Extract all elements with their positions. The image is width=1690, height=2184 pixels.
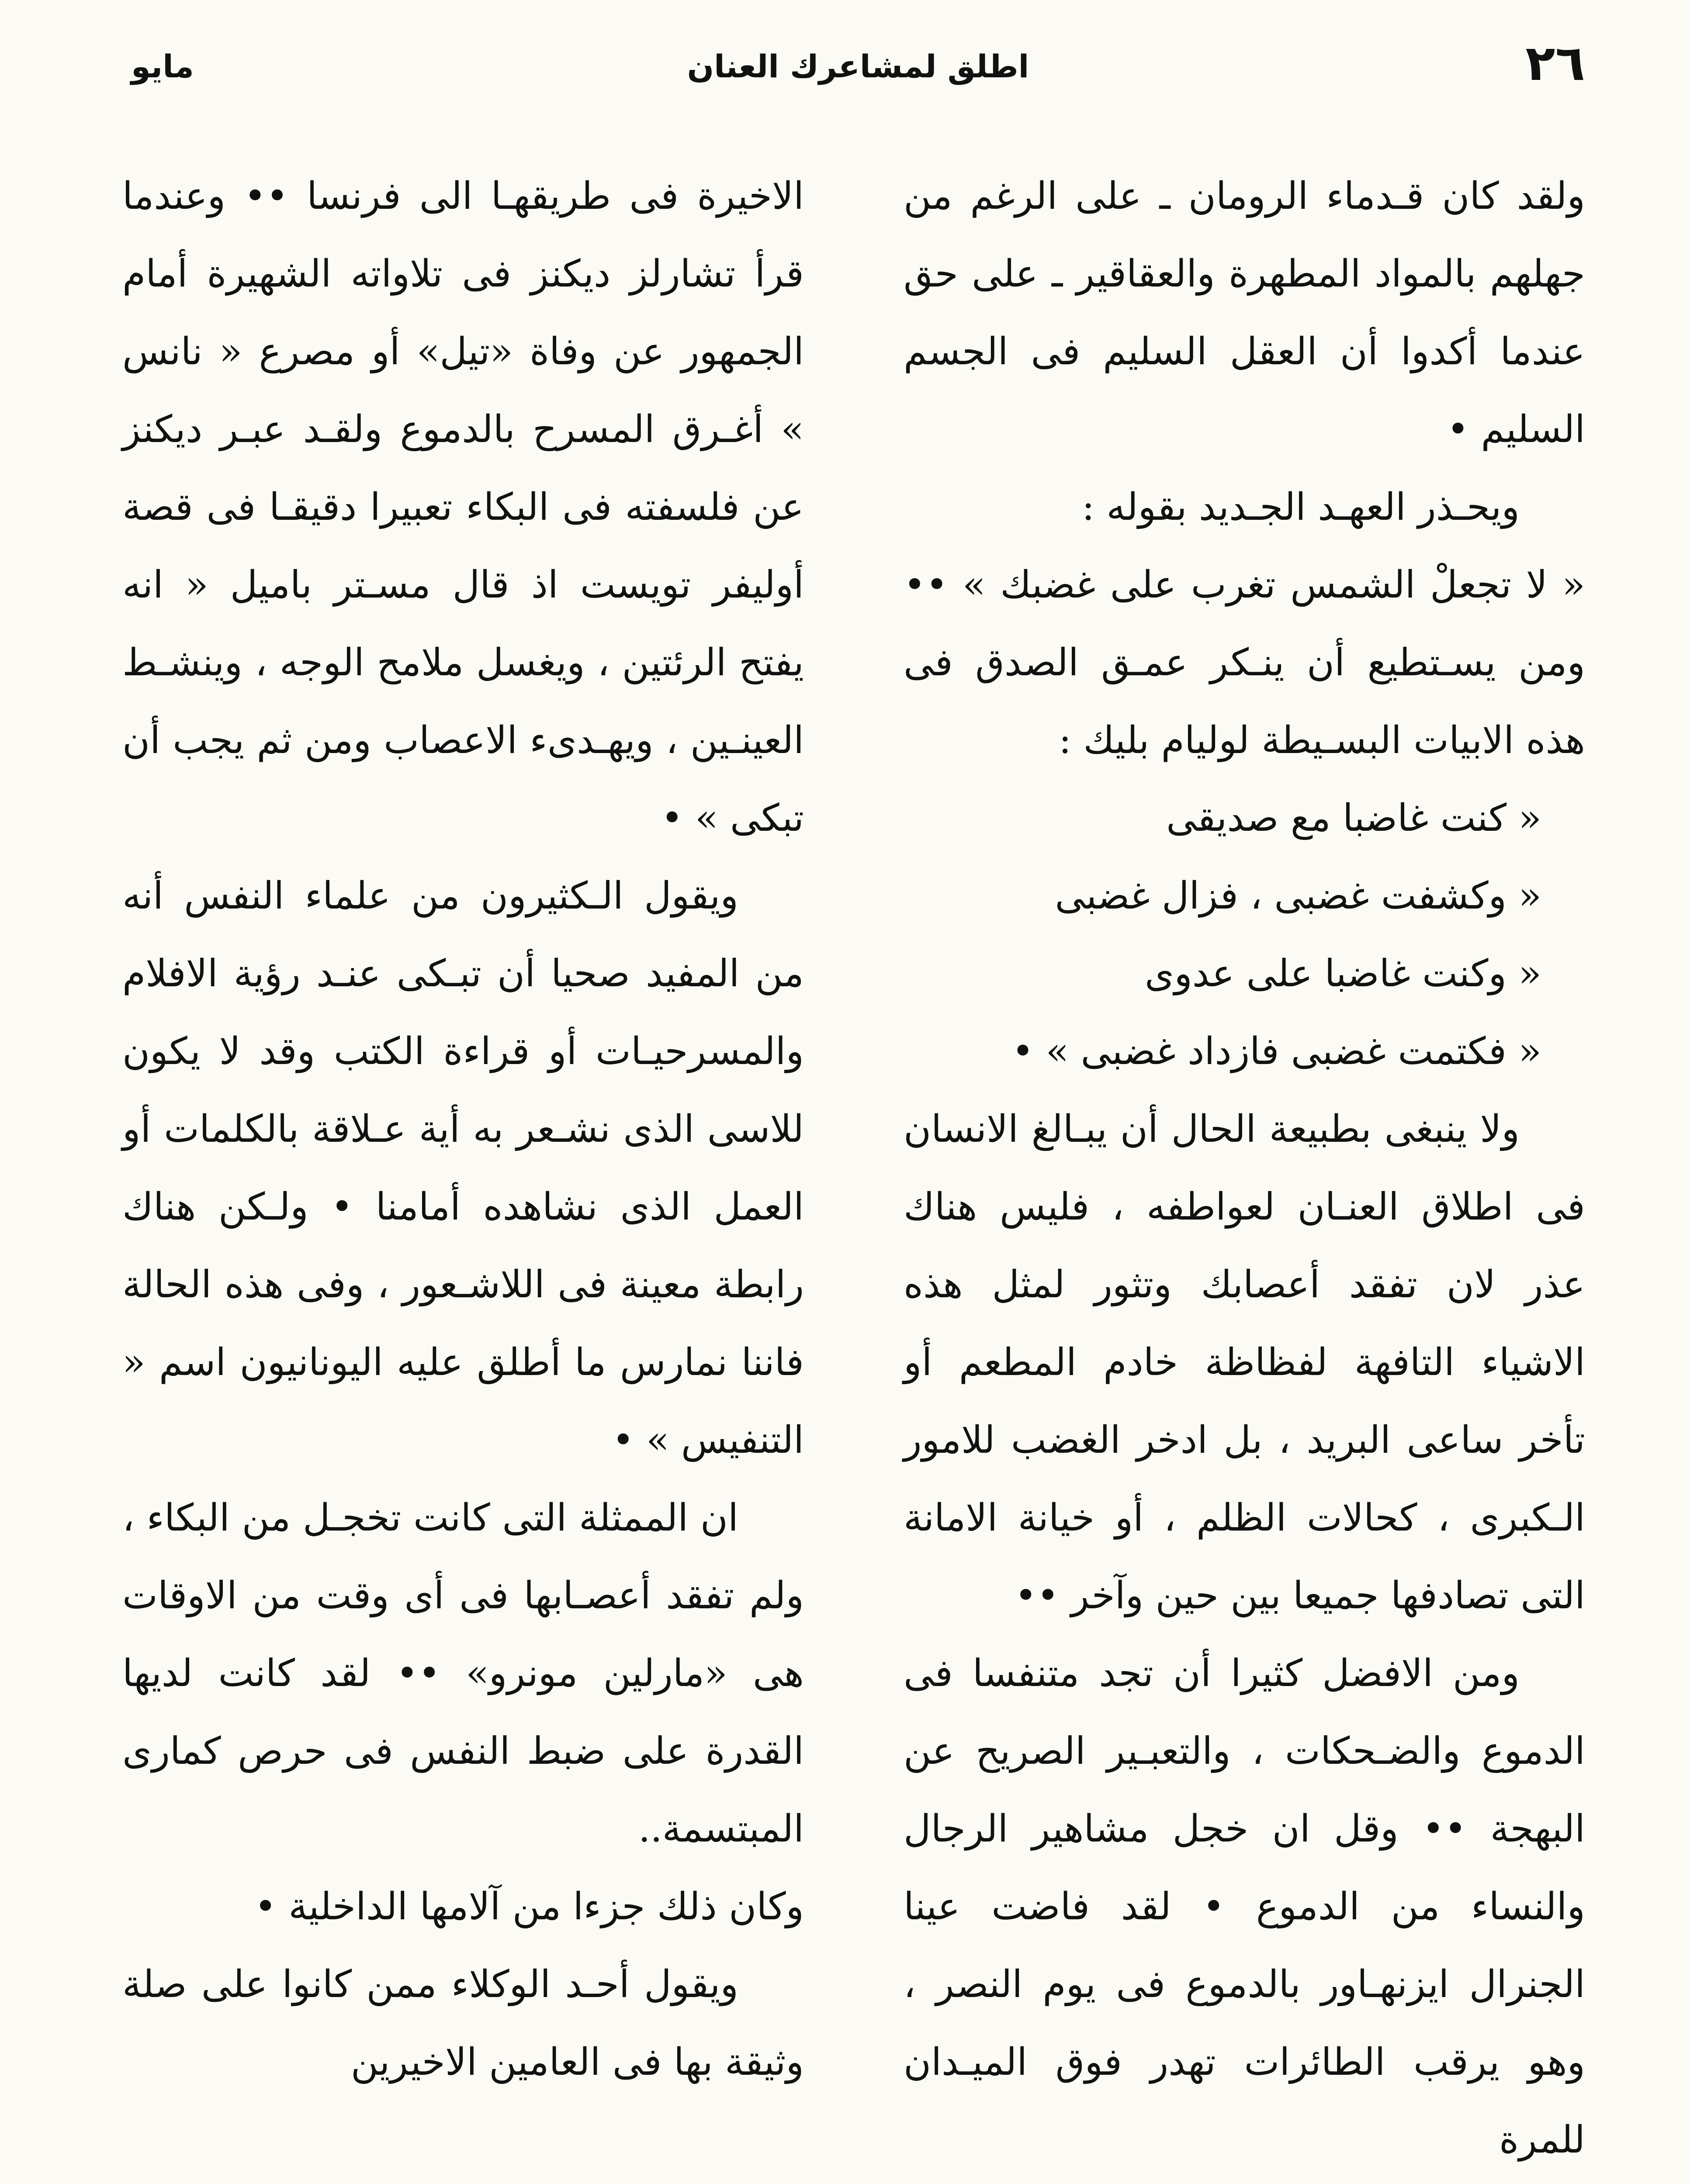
verse-line: « كنت غاضبا مع صديقى [1166,796,1541,840]
page-header [131,31,1585,96]
issue-month: مايو [131,48,194,85]
paragraph: ومن الافضل كثيرا أن تجد متنفسا فى الدموع والضـحكات ، والتعبـير الصريح عن البهجة •• وقل ان خجل مشاهير الرجال والنساء من الدموع • لقد فاضت عينا الجنرال ايزنهـاور بالدموع فى يوم النصر ، وهو يرقب الطائرات تهدر فوق الميـدان للمرة [904,1652,1585,2162]
paragraph: ويقول الـكثيرون من علماء النفس أنه من المفيد صحيا أن تبـكى عنـد رؤية الافلام والمسرحيـات أو قراءة الكتب وقد لا يكون للاسى الذى نشـعر به أية عـلاقة بالكلمات أو العمل الذى نشاهده أمامنا • ولـكن هناك رابطة معينة فى اللاشـعور ، وفى هذه الحالة فاننا نمارس ما أطلق عليه اليونانيون اسم « التنفيس » • [122,874,804,1462]
paragraph: وكان ذلك جزءا من آلامها الداخلية • [254,1885,804,1928]
left-text-column [122,157,804,2101]
paragraph: ان الممثلة التى كانت تخجـل من البكاء ، ولم تفقد أعصـابها فى أى وقت من الاوقات هى «مارلين مونرو» •• لقد كانت لديها القدرة على ضبط النفس فى حرص كمارى المبتسمة.. [122,1496,804,1851]
right-text-column [904,157,1585,2179]
page-number: ٢٦ [1525,35,1585,92]
paragraph: ويحـذر العهـد الجـديد بقوله : [1082,485,1520,529]
verse-line: « وكشفت غضبى ، فزال غضبى [1055,874,1541,918]
paragraph: الاخيرة فى طريقهـا الى فرنسا •• وعندما قرأ تشارلز ديكنز فى تلاواته الشهيرة أمام الجمهور عن وفاة «تيل» أو مصرع « نانس » أغـرق المسرح بالدموع ولقـد عبـر ديكنز عن فلسفته فى البكاء تعبيرا دقيقـا فى قصة أوليفر تويست اذ قال مسـتر باميل « انه يفتح الرئتين ، ويغسل ملامح الوجه ، وينشـط العينـين ، ويهـدىء الاعصاب ومن ثم يجب أن تبكى » • [122,174,804,840]
paragraph: ويقول أحـد الوكلاء ممن كانوا على صلة وثيقة بها فى العامين الاخيرين [122,1963,804,2084]
verse-line: « فكتمت غضبى فازداد غضبى » • [1011,1030,1541,1073]
running-title: اطلق لمشاعرك العنان [687,48,1029,85]
paragraph: ولقد كان قـدماء الرومان ـ على الرغم من جهلهم بالمواد المطهرة والعقاقير ـ على حق عندما أكدوا أن العقل السليم فى الجسم السليم • [904,174,1585,451]
paragraph: « لا تجعلْ الشمس تغرب على غضبك » •• ومن يسـتطيع أن ينـكر عمـق الصدق فى هذه الابيات البسـيطة لوليام بليك : [904,563,1585,762]
verse-line: « وكنت غاضبا على عدوى [1145,952,1541,995]
paragraph: ولا ينبغى بطبيعة الحال أن يبـالغ الانسان فى اطلاق العنـان لعواطفه ، فليس هناك عذر لان تفقد أعصابك وتثور لمثل هذه الاشياء التافهة لفظاظة خادم المطعم أو تأخر ساعى البريد ، بل ادخر الغضب للامور الـكبرى ، كحالات الظلم ، أو خيانة الامانة التى تصادفها جميعا بين حين وآخر •• [904,1107,1585,1617]
